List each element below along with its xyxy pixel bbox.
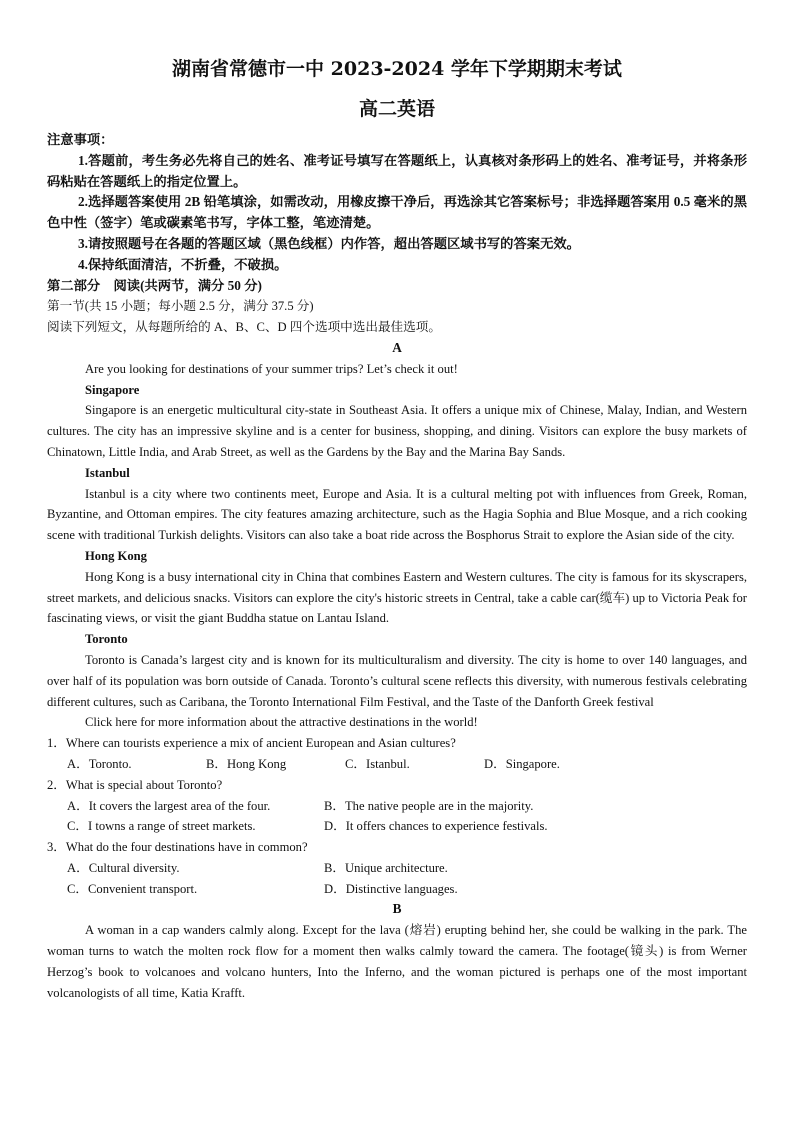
question-options — [47, 816, 747, 837]
question-options — [47, 879, 747, 900]
section-text-istanbul: Istanbul is a city where two continents meet, Europe and Asia. It is a cultural melting pot with influences from Greek, Roman, Byzantine, and Ottoman empires. The city features amazing architecture, such as the Hagia Sophia and Blue Mosque, and a rich cooking scene with traditional Turkish delights. Visitors can also take a boat ride across the Bosphorus Strait to explore the Asian side of the city. — [47, 486, 747, 543]
passage-a-intro: Are you looking for destinations of your summer trips? Let’s check it out! — [85, 361, 458, 376]
passage-a-label: A — [392, 339, 402, 355]
section1-heading: 第一节(共 15 小题；每小题 2.5 分，满分 37.5 分) — [47, 299, 314, 314]
question-options — [47, 754, 747, 775]
section-title-istanbul: Istanbul — [85, 465, 130, 480]
section-text-toronto: Toronto is Canada’s largest city and is known for its multiculturalism and diversity. The city is home to over 140 languages, and over half of its population was born outside of Canada. Toronto’s cultural scene reflects this diversity, with numerous festivals celebrating different cultures, such as Caribana, the Toronto International Film Festival, and the Taste of the Danforth Greek festival — [47, 652, 747, 709]
option-c: C．I towns a range of street markets. — [67, 819, 256, 834]
option-b: B．Unique architecture. — [324, 860, 448, 875]
section-title-hong-kong: Hong Kong — [85, 548, 147, 563]
passage-b-text: A woman in a cap wanders calmly along. Except for the lava (熔岩) erupting behind her, she could be walking in the park. The woman turns to watch the molten rock flow for a moment then walks calmly toward the camera. The footage(镜头) is from Werner Herzog’s book to volcanoes and volcano hunters, Into the Inferno, and the woman pictured is perhaps one of the most important volcanologists of all time, Katia Krafft. — [47, 923, 747, 1000]
option-d: D．It offers chances to experience festivals. — [324, 819, 548, 834]
notice-item: 4.保持纸面清洁，不折叠，不破损。 — [78, 256, 288, 272]
option-a: A．Cultural diversity. — [67, 860, 180, 875]
option-d: D．Singapore. — [484, 756, 560, 771]
option-a: A．Toronto. — [67, 756, 132, 771]
section-text-hong-kong: Hong Kong is a busy international city in China that combines Eastern and Western cultures. The city is famous for its skyscrapers, street markets, and delicious snacks. Visitors can explore the city's historic streets in Central, take a cable car(缆车) up to Victoria Peak for fascinating views, or visit the giant Buddha statue on Lantau Island. — [47, 569, 747, 626]
question-options — [47, 796, 747, 817]
notice-item: 1.答题前，考生务必先将自己的姓名、准考证号填写在答题纸上，认真核对条形码上的姓名、准考证号，并将条形码粘贴在答题纸上的指定位置上。 — [47, 152, 747, 189]
passage-a-outro: Click here for more information about the attractive destinations in the world! — [85, 715, 478, 730]
exam-title: 湖南省常德市一中 2023-2024 学年下学期期末考试 — [172, 58, 622, 80]
notice-heading: 注意事项： — [47, 132, 114, 147]
question-stem: 3．What do the four destinations have in common? — [47, 840, 308, 855]
option-a: A．It covers the largest area of the four. — [67, 798, 271, 813]
reading-instruction: 阅读下列短文，从每题所给的 A、B、C、D 四个选项中选出最佳选项。 — [47, 320, 441, 335]
section-text-singapore: Singapore is an energetic multicultural city-state in Southeast Asia. It offers a unique mix of Chinese, Malay, Indian, and Western cultures. The city has an impressive skyline and is a center for business, shopping, and dining. Visitors can explore the busy markets of Chinatown, Little India, and Arab Street, as well as the Gardens by the Bay and the Marina Bay Sands. — [47, 403, 747, 459]
section-title-singapore: Singapore — [85, 382, 140, 397]
option-b: B．The native people are in the majority. — [324, 798, 534, 813]
notice-item: 3.请按照题号在各题的答题区域（黑色线框）内作答，超出答题区域书写的答案无效。 — [78, 235, 580, 251]
part2-heading: 第二部分 阅读(共两节，满分 50 分) — [47, 277, 262, 293]
passage-b-label: B — [392, 901, 402, 917]
option-c: C．Istanbul. — [345, 756, 410, 771]
question-stem: 2．What is special about Toronto? — [47, 777, 223, 792]
option-b: B．Hong Kong — [206, 756, 287, 771]
notice-item: 2.选择题答案使用 2B 铅笔填涂，如需改动，用橡皮擦干净后，再选涂其它答案标号；非选择题答案用 0.5 毫米的黑色中性（签字）笔或碳素笔书写，字体工整，笔迹清楚。 — [47, 194, 747, 231]
exam-subtitle: 高二英语 — [358, 98, 435, 120]
option-c: C．Convenient transport. — [67, 881, 198, 896]
option-d: D．Distinctive languages. — [324, 881, 458, 896]
exam-content — [47, 130, 747, 1003]
question-options — [47, 858, 747, 879]
question-stem: 1．Where can tourists experience a mix of ancient European and Asian cultures? — [47, 736, 456, 751]
section-title-toronto: Toronto — [85, 632, 128, 647]
